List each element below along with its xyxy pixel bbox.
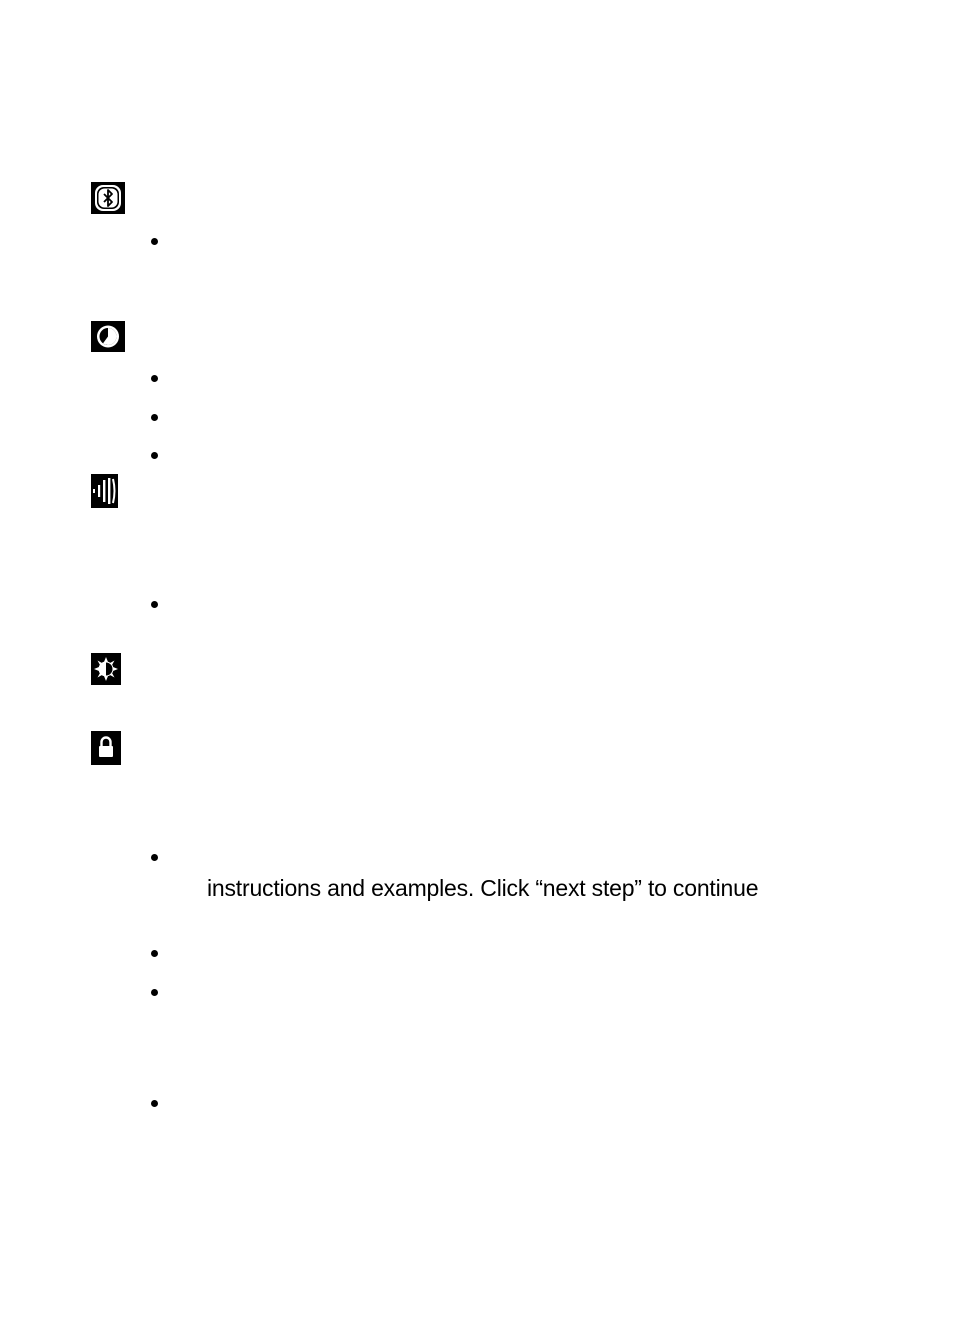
list-bullet [151,375,158,382]
lock-icon [91,731,121,765]
list-bullet [151,452,158,459]
list-bullet [151,950,158,957]
vibration-icon [91,474,118,508]
list-bullet [151,601,158,608]
timer-icon [91,321,125,352]
list-bullet [151,414,158,421]
brightness-icon [91,653,121,685]
list-bullet [151,854,158,861]
bluetooth-icon [91,182,125,214]
list-bullet [151,238,158,245]
list-bullet [151,1100,158,1107]
list-bullet [151,989,158,996]
lock-instructions-continuation: instructions and examples. Click “next step” to continue [207,875,759,901]
